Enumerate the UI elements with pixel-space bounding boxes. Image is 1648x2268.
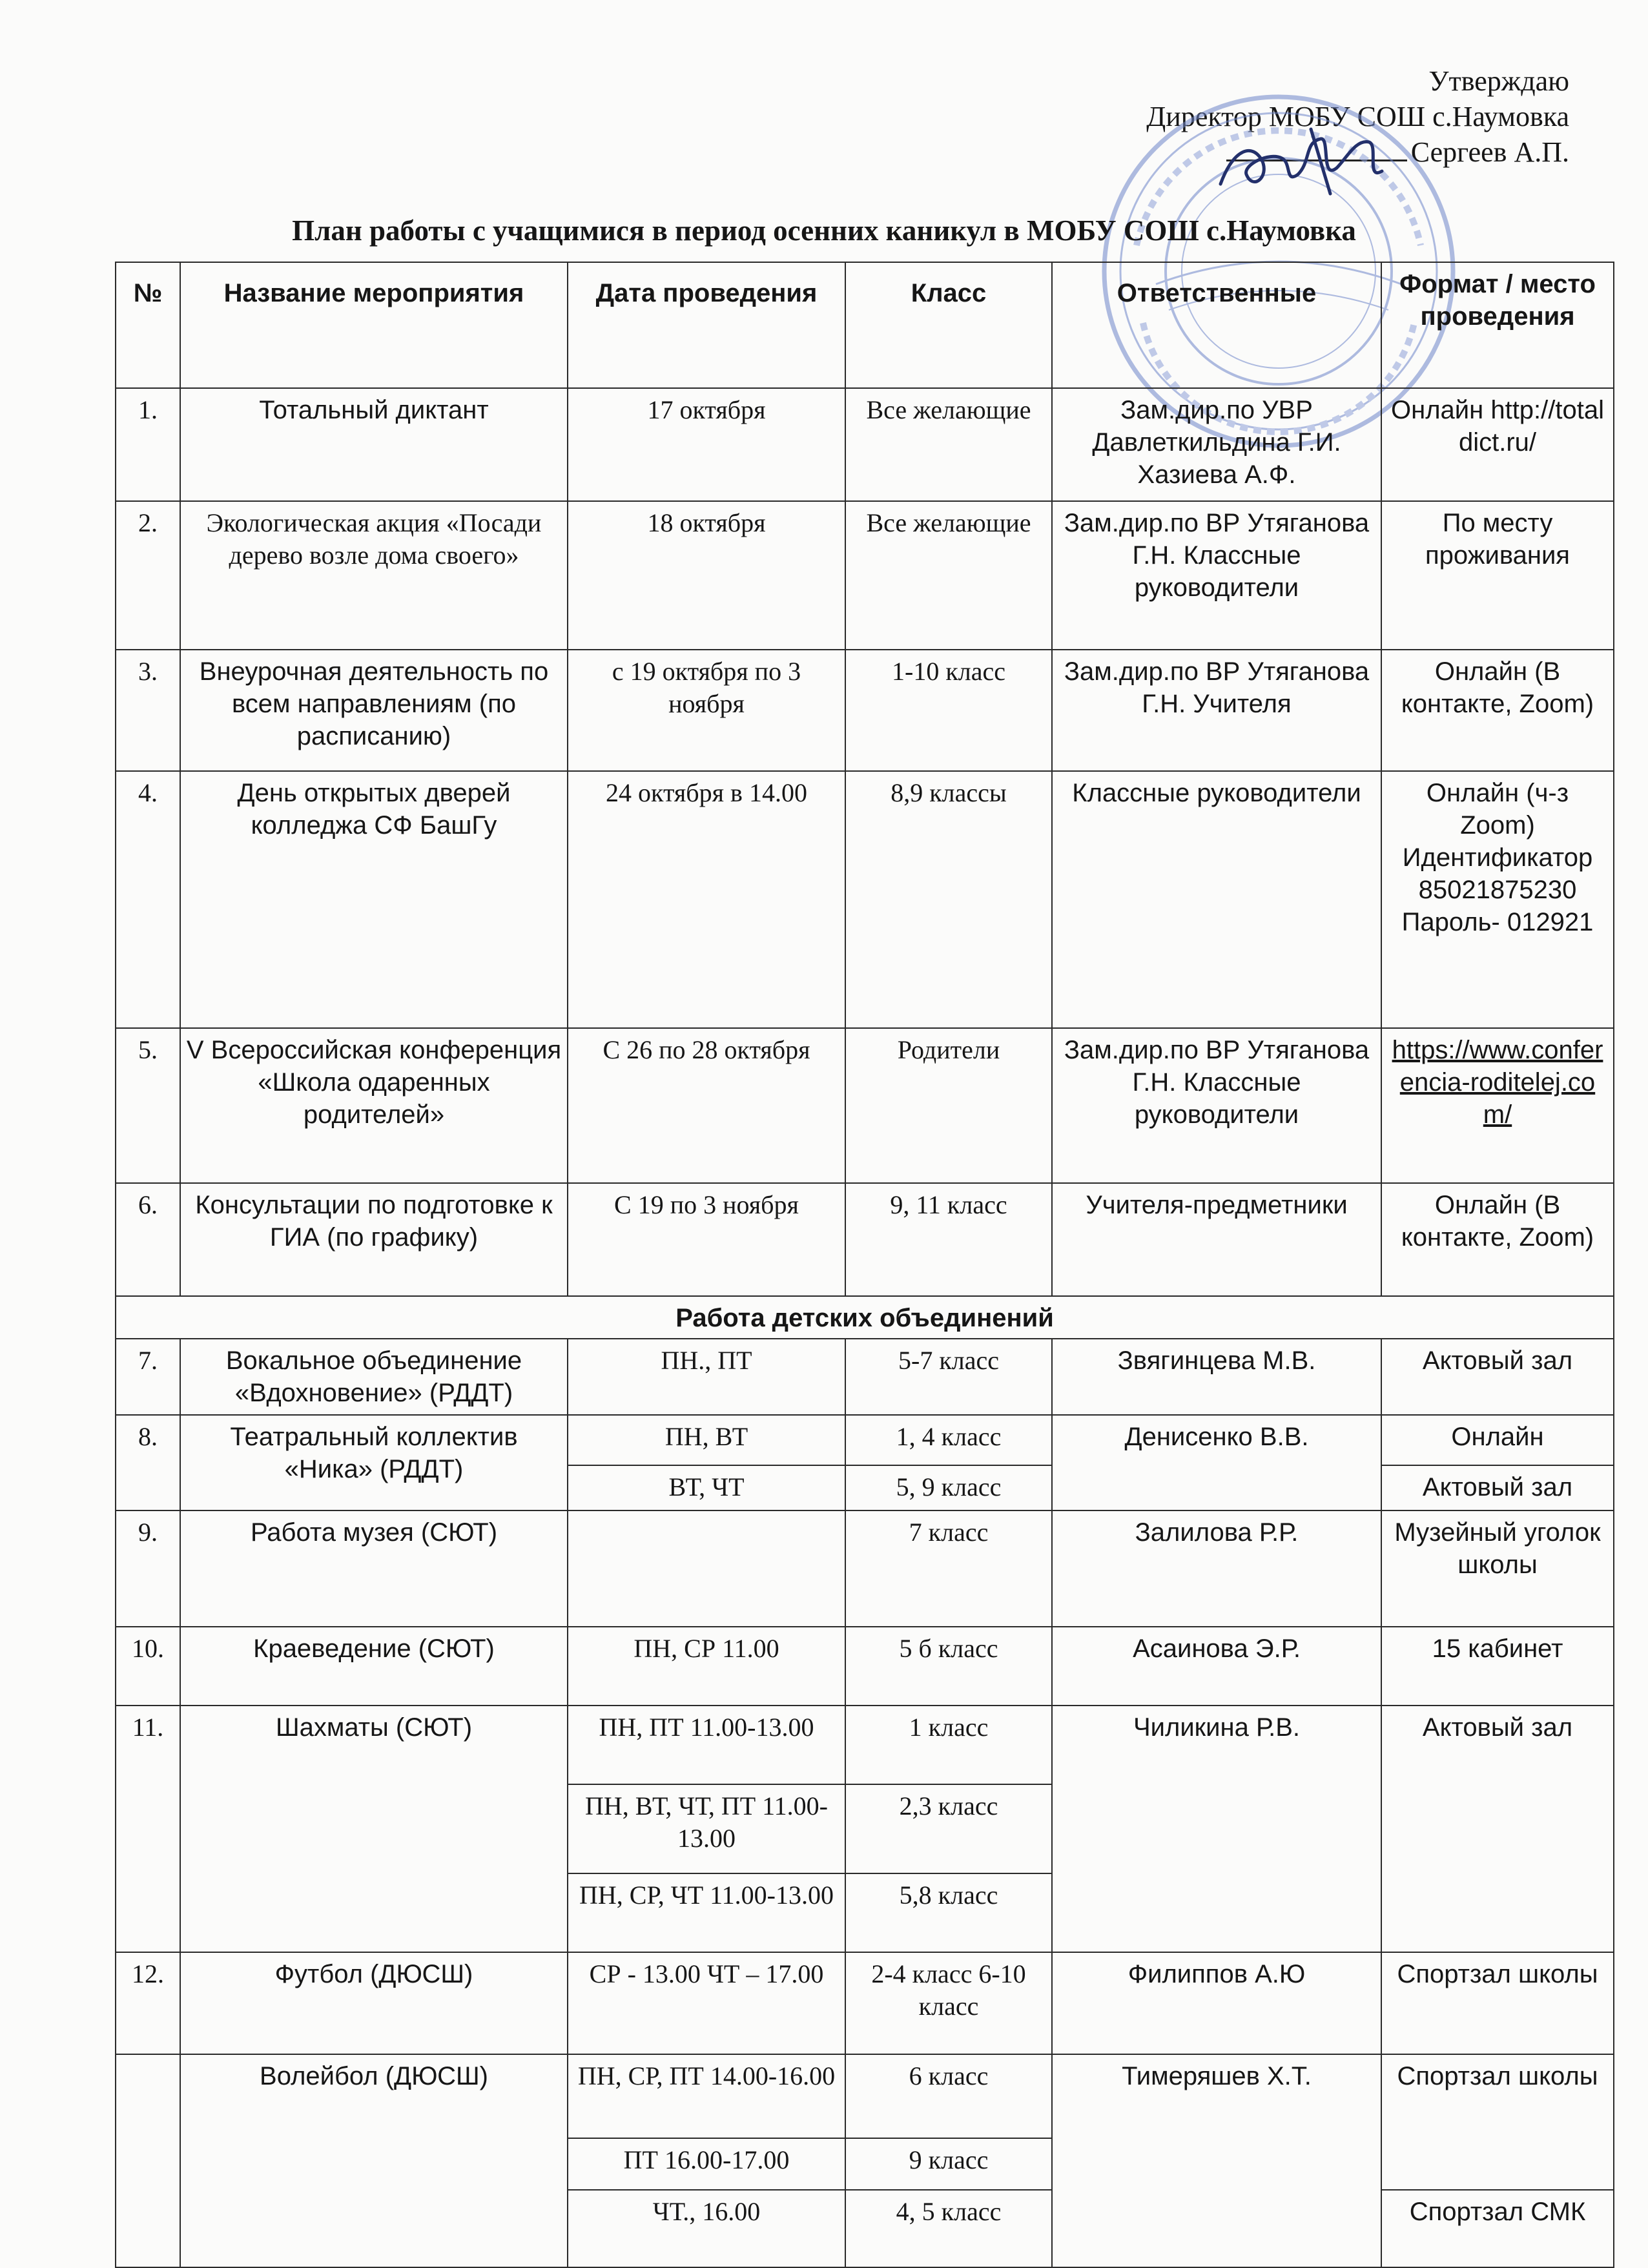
event-date: ВТ, ЧТ bbox=[568, 1465, 845, 1510]
event-name: Консультации по подготовке к ГИА (по графику) bbox=[180, 1183, 568, 1296]
table-row bbox=[116, 650, 1614, 771]
event-format: Онлайн bbox=[1381, 1415, 1614, 1465]
event-date: ПН, СР 11.00 bbox=[568, 1627, 845, 1706]
event-format: Онлайн (ч-з Zoom) Идентификатор 85021875230 Пароль- 012921 bbox=[1381, 771, 1614, 1028]
event-name: Тотальный диктант bbox=[180, 388, 568, 501]
row-num: 9. bbox=[116, 1510, 180, 1627]
event-name: Футбол (ДЮСШ) bbox=[180, 1952, 568, 2054]
table-header-row bbox=[116, 262, 1614, 388]
event-class: 5 б класс bbox=[845, 1627, 1052, 1706]
event-class: 5, 9 класс bbox=[845, 1465, 1052, 1510]
table-row bbox=[116, 1627, 1614, 1706]
event-class: Все желающие bbox=[845, 388, 1052, 501]
event-date: С 26 по 28 октября bbox=[568, 1028, 845, 1183]
event-responsible: Филиппов А.Ю bbox=[1052, 1952, 1381, 2054]
approval-caption: Утверждаю bbox=[1428, 65, 1569, 97]
event-class: 1 класс bbox=[845, 1706, 1052, 1784]
event-responsible: Залилова Р.Р. bbox=[1052, 1510, 1381, 1627]
event-format: Спортзал школы bbox=[1381, 2054, 1614, 2190]
event-name: Шахматы (СЮТ) bbox=[180, 1706, 568, 1952]
row-num: 12. bbox=[116, 1952, 180, 2054]
header-name: Название мероприятия bbox=[180, 262, 568, 388]
approval-signatory bbox=[794, 134, 1569, 170]
event-responsible: Зам.дир.по УВР Давлеткильдина Г.И. Хазиева А.Ф. bbox=[1052, 388, 1381, 501]
event-format: Онлайн (В контакте, Zoom) bbox=[1381, 650, 1614, 771]
event-class: Все желающие bbox=[845, 501, 1052, 650]
event-class: 8,9 классы bbox=[845, 771, 1052, 1028]
table-row bbox=[116, 1706, 1614, 1784]
event-date: ПН, ВТ bbox=[568, 1415, 845, 1465]
event-date bbox=[568, 1510, 845, 1627]
event-class: 1, 4 класс bbox=[845, 1415, 1052, 1465]
approval-block bbox=[794, 63, 1569, 170]
event-responsible: Учителя-предметники bbox=[1052, 1183, 1381, 1296]
event-format: Спортзал СМК bbox=[1381, 2190, 1614, 2267]
event-date: С 19 по 3 ноября bbox=[568, 1183, 845, 1296]
section-title: Работа детских объединений bbox=[116, 1296, 1614, 1339]
table-row bbox=[116, 771, 1614, 1028]
event-date: ПН, СР, ПТ 14.00-16.00 bbox=[568, 2054, 845, 2138]
event-responsible: Зам.дир.по ВР Утяганова Г.Н. Учителя bbox=[1052, 650, 1381, 771]
table-row bbox=[116, 2054, 1614, 2138]
row-num: 10. bbox=[116, 1627, 180, 1706]
event-format: Спортзал школы bbox=[1381, 1952, 1614, 2054]
event-responsible: Зам.дир.по ВР Утяганова Г.Н. Классные руководители bbox=[1052, 1028, 1381, 1183]
event-class: 5,8 класс bbox=[845, 1873, 1052, 1952]
page-title: План работы с учащимися в период осенних каникул в МОБУ СОШ с.Наумовка bbox=[292, 214, 1356, 247]
header-format: Формат / место проведения bbox=[1381, 262, 1614, 388]
row-num: 4. bbox=[116, 771, 180, 1028]
event-class: 9 класс bbox=[845, 2138, 1052, 2190]
plan-table bbox=[115, 262, 1614, 2268]
event-date: ЧТ., 16.00 bbox=[568, 2190, 845, 2267]
approval-signatory-name: Сергеев А.П. bbox=[1410, 136, 1569, 168]
table-row bbox=[116, 388, 1614, 501]
event-date: ПН, ПТ 11.00-13.00 bbox=[568, 1706, 845, 1784]
event-class: 7 класс bbox=[845, 1510, 1052, 1627]
event-class: 5-7 класс bbox=[845, 1339, 1052, 1415]
table-row bbox=[116, 1415, 1614, 1465]
event-responsible: Зам.дир.по ВР Утяганова Г.Н. Классные руководители bbox=[1052, 501, 1381, 650]
event-responsible: Звягинцева М.В. bbox=[1052, 1339, 1381, 1415]
row-num: 8. bbox=[116, 1415, 180, 1510]
row-num: 3. bbox=[116, 650, 180, 771]
event-class: 2,3 класс bbox=[845, 1784, 1052, 1873]
event-name: Вокальное объединение «Вдохновение» (РДДТ) bbox=[180, 1339, 568, 1415]
event-name: День открытых дверей колледжа СФ БашГу bbox=[180, 771, 568, 1028]
event-format: Актовый зал bbox=[1381, 1706, 1614, 1952]
event-responsible: Тимеряшев Х.Т. bbox=[1052, 2054, 1381, 2267]
event-format: Музейный уголок школы bbox=[1381, 1510, 1614, 1627]
event-responsible: Классные руководители bbox=[1052, 771, 1381, 1028]
event-format[interactable]: Онлайн http://totaldict.ru/ bbox=[1381, 388, 1614, 501]
event-date: с 19 октября по 3 ноября bbox=[568, 650, 845, 771]
row-num: 7. bbox=[116, 1339, 180, 1415]
row-num: 1. bbox=[116, 388, 180, 501]
event-format-link[interactable]: https://www.conferencia-roditelej.com/ bbox=[1381, 1028, 1614, 1183]
table-row bbox=[116, 1510, 1614, 1627]
table-row bbox=[116, 1028, 1614, 1183]
event-format: По месту проживания bbox=[1381, 501, 1614, 650]
event-format: Актовый зал bbox=[1381, 1339, 1614, 1415]
event-name: Волейбол (ДЮСШ) bbox=[180, 2054, 568, 2267]
event-responsible: Асаинова Э.Р. bbox=[1052, 1627, 1381, 1706]
event-class: 2-4 класс 6-10 класс bbox=[845, 1952, 1052, 2054]
table-row bbox=[116, 501, 1614, 650]
approval-position: Директор МОБУ СОШ с.Наумовка bbox=[1146, 101, 1569, 132]
header-date: Дата проведения bbox=[568, 262, 845, 388]
event-name: Работа музея (СЮТ) bbox=[180, 1510, 568, 1627]
event-format: Онлайн (В контакте, Zoom) bbox=[1381, 1183, 1614, 1296]
event-responsible: Денисенко В.В. bbox=[1052, 1415, 1381, 1510]
event-responsible: Чиликина Р.В. bbox=[1052, 1706, 1381, 1952]
event-name: Театральный коллектив «Ника» (РДДТ) bbox=[180, 1415, 568, 1510]
event-format: 15 кабинет bbox=[1381, 1627, 1614, 1706]
header-num: № bbox=[116, 262, 180, 388]
event-date: ПТ 16.00-17.00 bbox=[568, 2138, 845, 2190]
row-num: 2. bbox=[116, 501, 180, 650]
event-class: Родители bbox=[845, 1028, 1052, 1183]
row-num: 5. bbox=[116, 1028, 180, 1183]
event-name: Краеведение (СЮТ) bbox=[180, 1627, 568, 1706]
event-class: 9, 11 класс bbox=[845, 1183, 1052, 1296]
table-row bbox=[116, 1339, 1614, 1415]
row-num bbox=[116, 2054, 180, 2267]
header-responsible: Ответственные bbox=[1052, 262, 1381, 388]
event-date: 17 октября bbox=[568, 388, 845, 501]
event-date: 18 октября bbox=[568, 501, 845, 650]
event-class: 4, 5 класс bbox=[845, 2190, 1052, 2267]
row-num: 11. bbox=[116, 1706, 180, 1952]
event-date: ПН, ВТ, ЧТ, ПТ 11.00-13.00 bbox=[568, 1784, 845, 1873]
event-date: 24 октября в 14.00 bbox=[568, 771, 845, 1028]
event-format: Актовый зал bbox=[1381, 1465, 1614, 1510]
event-class: 1-10 класс bbox=[845, 650, 1052, 771]
signature-line bbox=[1226, 135, 1407, 161]
event-name: Экологическая акция «Посади дерево возле дома своего» bbox=[180, 501, 568, 650]
event-date: СР - 13.00 ЧТ – 17.00 bbox=[568, 1952, 845, 2054]
event-class: 6 класс bbox=[845, 2054, 1052, 2138]
event-date: ПН, СР, ЧТ 11.00-13.00 bbox=[568, 1873, 845, 1952]
section-row bbox=[116, 1296, 1614, 1339]
table-row bbox=[116, 1183, 1614, 1296]
event-name: V Всероссийская конференция «Школа одаренных родителей» bbox=[180, 1028, 568, 1183]
event-name: Внеурочная деятельность по всем направлениям (по расписанию) bbox=[180, 650, 568, 771]
header-class: Класс bbox=[845, 262, 1052, 388]
row-num: 6. bbox=[116, 1183, 180, 1296]
event-date: ПН., ПТ bbox=[568, 1339, 845, 1415]
table-row bbox=[116, 1952, 1614, 2054]
